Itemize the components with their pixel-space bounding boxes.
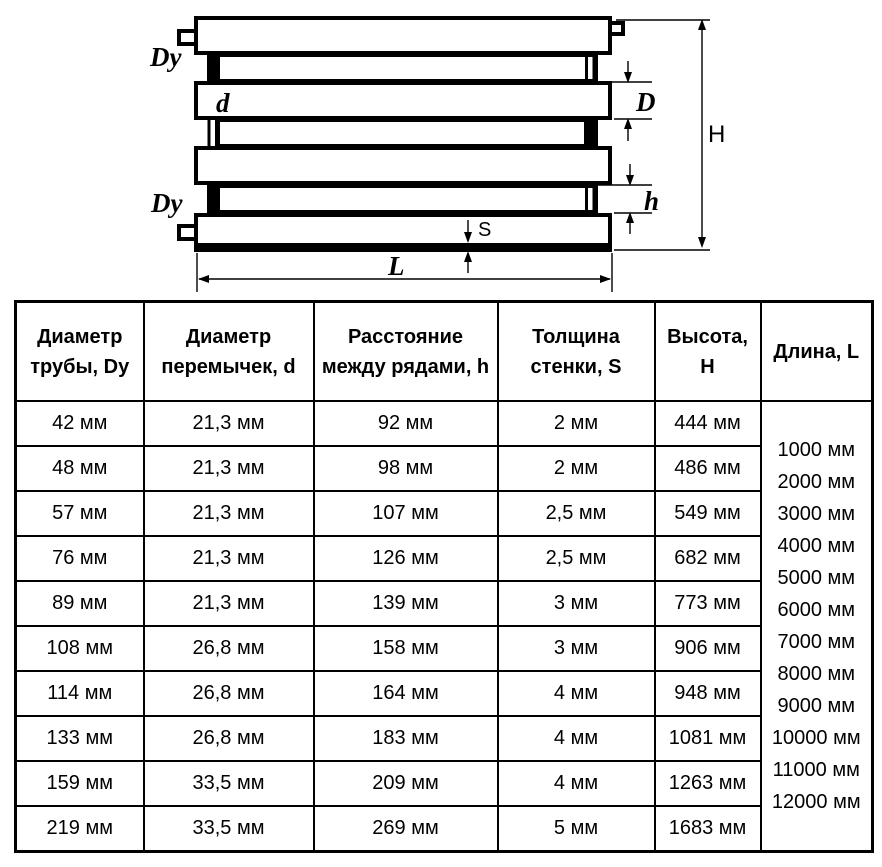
cell-s: 2 мм <box>498 446 655 491</box>
cell-height: 486 мм <box>655 446 761 491</box>
cell-d: 21,3 мм <box>144 581 314 626</box>
cell-h: 107 мм <box>314 491 498 536</box>
label-d: d <box>216 88 230 118</box>
cell-dy: 57 мм <box>16 491 144 536</box>
length-option: 6000 мм <box>777 599 856 621</box>
cell-dy: 76 мм <box>16 536 144 581</box>
cell-dy: 114 мм <box>16 671 144 716</box>
header-height: Высота, H <box>655 302 761 402</box>
cell-s: 2 мм <box>498 401 655 446</box>
table-row <box>16 716 873 761</box>
cell-dy: 42 мм <box>16 401 144 446</box>
cell-s: 3 мм <box>498 626 655 671</box>
cell-h: 98 мм <box>314 446 498 491</box>
length-option: 4000 мм <box>777 535 856 557</box>
length-cell <box>761 401 873 852</box>
cell-s: 4 мм <box>498 761 655 806</box>
length-option: 1000 мм <box>777 439 856 461</box>
length-option: 3000 мм <box>777 503 856 525</box>
jumper-right-2 <box>584 117 595 149</box>
pipe-back-3 <box>218 186 596 212</box>
cell-d: 21,3 мм <box>144 401 314 446</box>
cell-height: 549 мм <box>655 491 761 536</box>
cell-d: 33,5 мм <box>144 761 314 806</box>
cell-dy: 219 мм <box>16 806 144 852</box>
cell-dy: 133 мм <box>16 716 144 761</box>
cell-d: 33,5 мм <box>144 806 314 852</box>
label-L: L <box>388 251 405 281</box>
cell-h: 164 мм <box>314 671 498 716</box>
label-Dy-top: Dy <box>150 42 182 72</box>
cell-d: 26,8 мм <box>144 626 314 671</box>
cell-height: 1683 мм <box>655 806 761 852</box>
cell-height: 1263 мм <box>655 761 761 806</box>
table-row <box>16 581 873 626</box>
pipe-front-2 <box>196 83 610 118</box>
length-option: 12000 мм <box>771 791 861 813</box>
label-D: D <box>636 87 656 117</box>
spec-table <box>14 300 874 853</box>
length-option: 2000 мм <box>777 471 856 493</box>
cell-s: 2,5 мм <box>498 491 655 536</box>
cell-h: 269 мм <box>314 806 498 852</box>
length-option: 9000 мм <box>777 695 856 717</box>
cell-s: 2,5 мм <box>498 536 655 581</box>
cell-d: 26,8 мм <box>144 716 314 761</box>
cell-h: 126 мм <box>314 536 498 581</box>
cell-s: 3 мм <box>498 581 655 626</box>
length-option: 5000 мм <box>777 567 856 589</box>
cell-height: 1081 мм <box>655 716 761 761</box>
cell-h: 183 мм <box>314 716 498 761</box>
jumper-left-3 <box>207 182 218 216</box>
label-H: H <box>708 121 726 148</box>
register-diagram <box>0 0 882 296</box>
cell-h: 92 мм <box>314 401 498 446</box>
cell-height: 444 мм <box>655 401 761 446</box>
pipe-front-1 <box>196 18 610 53</box>
header-wall-thickness: Толщина стенки, S <box>498 302 655 402</box>
jumper-left-1 <box>207 52 218 84</box>
table-row <box>16 626 873 671</box>
pipes <box>196 18 610 250</box>
table-row <box>16 491 873 536</box>
cell-height: 773 мм <box>655 581 761 626</box>
table-row <box>16 401 873 446</box>
cell-d: 26,8 мм <box>144 671 314 716</box>
cell-h: 139 мм <box>314 581 498 626</box>
pipe-back-1 <box>218 55 596 81</box>
table-row <box>16 761 873 806</box>
cell-h: 158 мм <box>314 626 498 671</box>
cell-height: 682 мм <box>655 536 761 581</box>
label-h: h <box>644 186 660 216</box>
pipe-back-2 <box>218 120 596 146</box>
table-row <box>16 446 873 491</box>
table-row <box>16 806 873 852</box>
cell-height: 948 мм <box>655 671 761 716</box>
header-row-spacing: Расстояние между рядами, h <box>314 302 498 402</box>
cell-dy: 108 мм <box>16 626 144 671</box>
dim-L <box>197 251 612 292</box>
cell-d: 21,3 мм <box>144 536 314 581</box>
cell-s: 4 мм <box>498 671 655 716</box>
table-row <box>16 536 873 581</box>
header-pipe-diameter: Диаметр трубы, Dy <box>16 302 144 402</box>
pipe-front-3 <box>196 148 610 183</box>
cell-d: 21,3 мм <box>144 446 314 491</box>
label-Dy-bottom: Dy <box>151 188 183 218</box>
header-length: Длина, L <box>761 302 873 402</box>
cell-dy: 89 мм <box>16 581 144 626</box>
cell-dy: 159 мм <box>16 761 144 806</box>
cell-s: 4 мм <box>498 716 655 761</box>
cell-s: 5 мм <box>498 806 655 852</box>
label-S: S <box>478 219 492 241</box>
cell-height: 906 мм <box>655 626 761 671</box>
length-option: 7000 мм <box>777 631 856 653</box>
header-row <box>16 302 873 402</box>
length-option: 11000 мм <box>772 759 860 781</box>
cell-d: 21,3 мм <box>144 491 314 536</box>
cell-dy: 48 мм <box>16 446 144 491</box>
table-row <box>16 671 873 716</box>
cell-h: 209 мм <box>314 761 498 806</box>
length-option: 8000 мм <box>777 663 856 685</box>
length-option: 10000 мм <box>771 727 861 749</box>
header-jumper-diameter: Диаметр перемычек, d <box>144 302 314 402</box>
